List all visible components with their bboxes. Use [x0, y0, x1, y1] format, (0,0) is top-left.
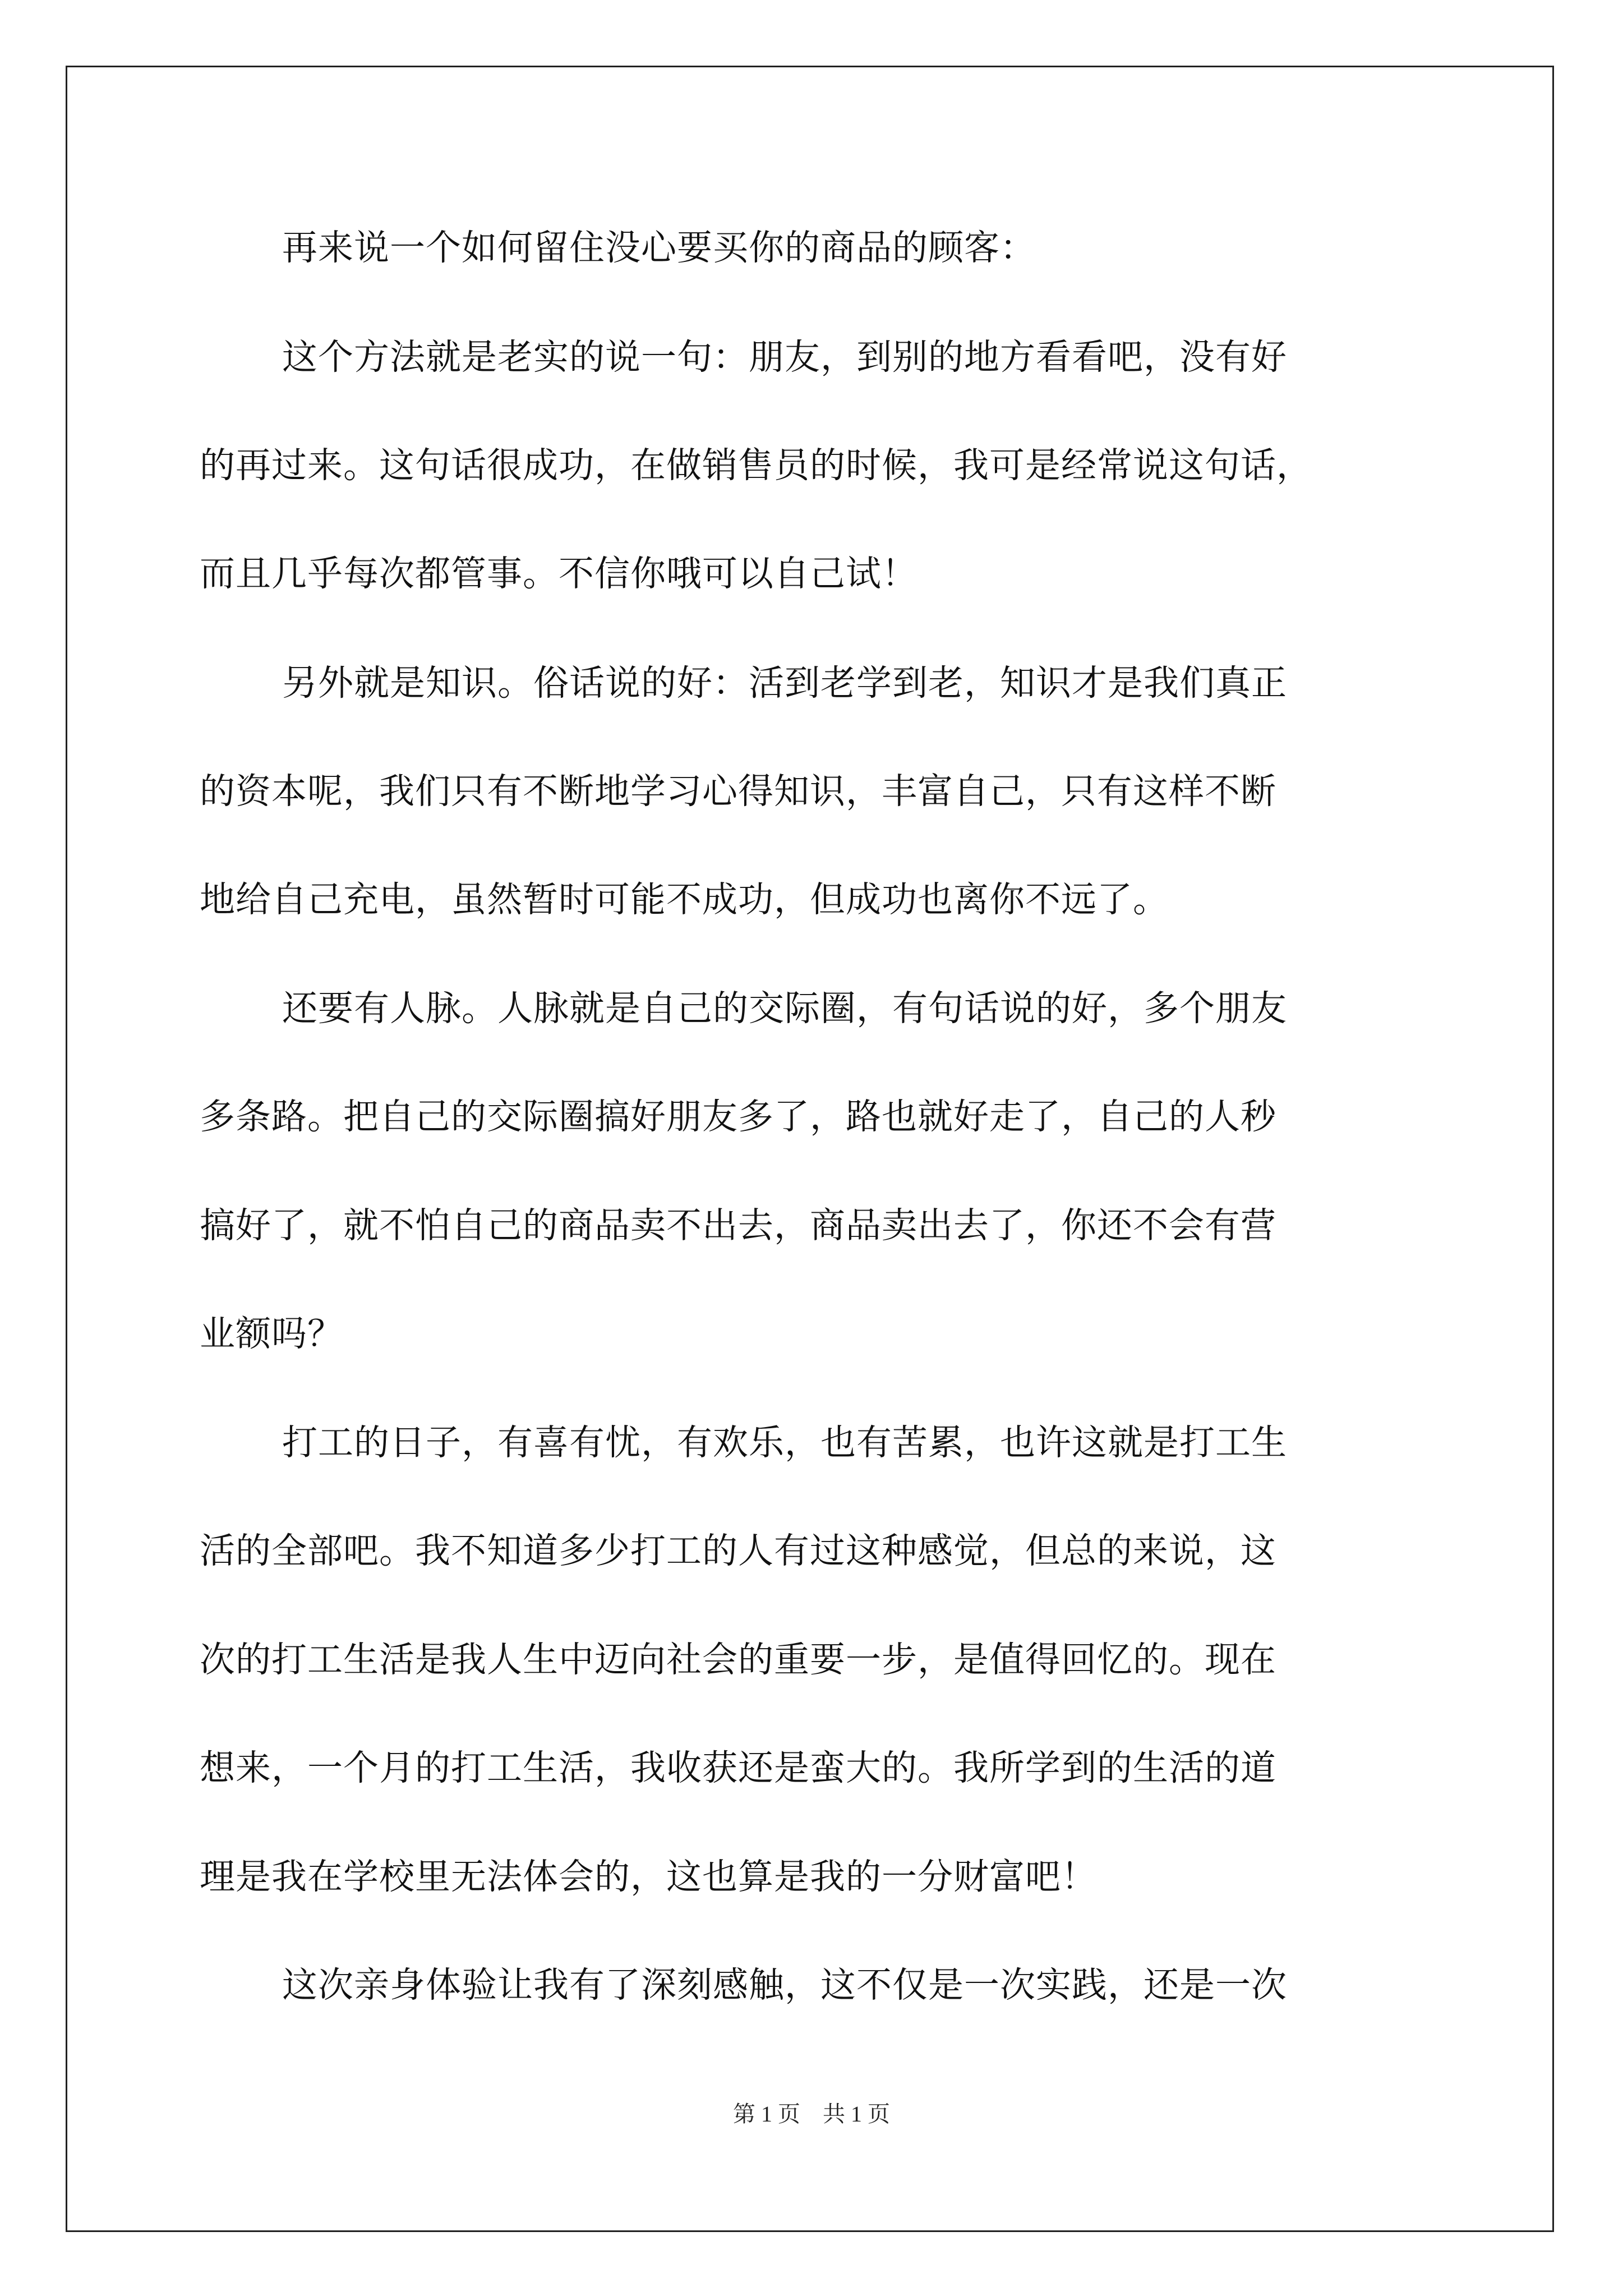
paragraph-line: 另外就是知识。俗话说的好：活到老学到老，知识才是我们真正 — [282, 662, 1287, 703]
paragraph-line: 地给自己充电，虽然暂时可能不成功，但成功也离你不远了。 — [200, 879, 1169, 920]
paragraph-line: 想来，一个月的打工生活，我收获还是蛮大的。我所学到的生活的道 — [200, 1747, 1276, 1788]
paragraph-line: 再来说一个如何留住没心要买你的商品的顾客： — [282, 227, 1036, 268]
paragraph-line: 活的全部吧。我不知道多少打工的人有过这种感觉，但总的来说，这 — [200, 1530, 1276, 1571]
page-number-footer: 第 1 页 共 1 页 — [733, 2101, 890, 2127]
paragraph-line: 打工的日子，有喜有忧，有欢乐，也有苦累，也许这就是打工生 — [282, 1422, 1287, 1463]
paragraph-line: 而且几乎每次都管事。不信你哦可以自己试！ — [200, 553, 917, 594]
paragraph-line: 还要有人脉。人脉就是自己的交际圈，有句话说的好，多个朋友 — [282, 988, 1287, 1029]
paragraph-line: 的资本呢，我们只有不断地学习心得知识，丰富自己，只有这样不断 — [200, 771, 1276, 812]
page-border — [66, 66, 1554, 2232]
paragraph-line: 理是我在学校里无法体会的，这也算是我的一分财富吧！ — [200, 1856, 1097, 1897]
paragraph-line: 的再过来。这句话很成功，在做销售员的时候，我可是经常说这句话， — [200, 445, 1312, 486]
paragraph-line: 这个方法就是老实的说一句：朋友，到别的地方看看吧，没有好 — [282, 337, 1287, 378]
paragraph-line: 业额吗？ — [200, 1313, 343, 1354]
paragraph-line: 多条路。把自己的交际圈搞好朋友多了，路也就好走了，自己的人秒 — [200, 1096, 1276, 1137]
paragraph-line: 这次亲身体验让我有了深刻感触，这不仅是一次实践，还是一次 — [282, 1964, 1287, 2005]
paragraph-line: 次的打工生活是我人生中迈向社会的重要一步，是值得回忆的。现在 — [200, 1639, 1276, 1680]
paragraph-line: 搞好了，就不怕自己的商品卖不出去，商品卖出去了，你还不会有营 — [200, 1205, 1276, 1246]
